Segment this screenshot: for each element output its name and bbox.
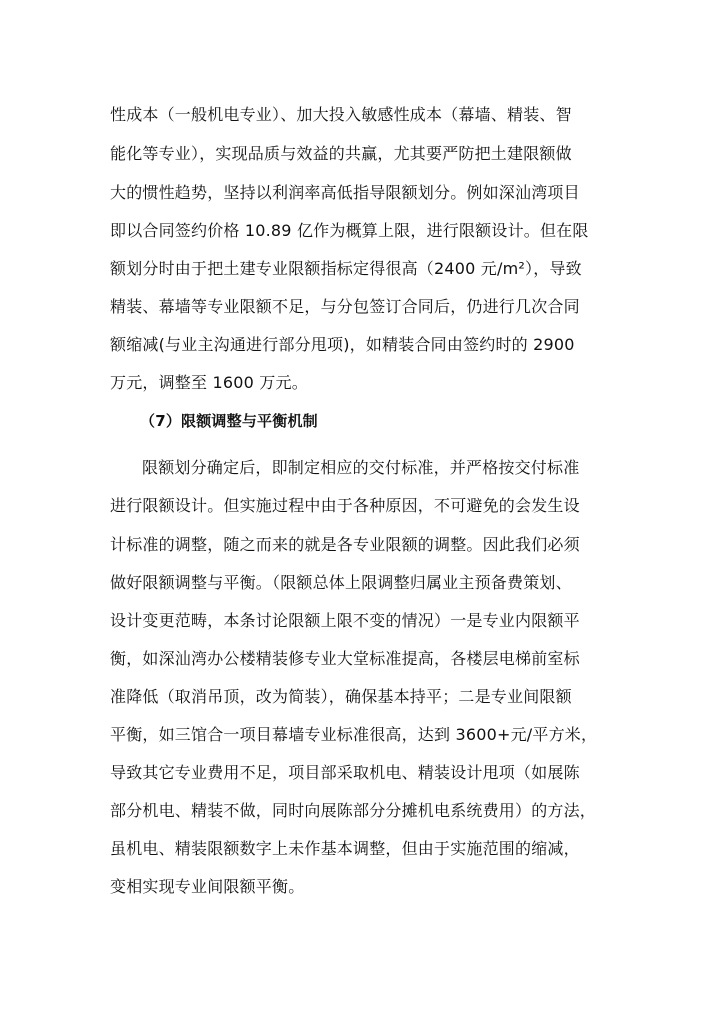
text-line: 部分机电、精装不做，同时向展陈部分分摊机电系统费用）的方法，: [110, 801, 597, 820]
text-line: 即以合同签约价格 10.89 亿作为概算上限，进行限额设计。但在限: [110, 221, 589, 240]
text-line: 大的惯性趋势，坚持以利润率高低指导限额划分。例如深汕湾项目: [110, 183, 580, 202]
text-line: 额缩减(与业主沟通进行部分甩项)，如精装合同由签约时的 2900: [110, 335, 575, 354]
text-line: 精装、幕墙等专业限额不足，与分包签订合同后，仍进行几次合同: [110, 297, 580, 316]
text-line: 性成本（一般机电专业）、加大投入敏感性成本（幕墙、精装、智: [110, 105, 572, 124]
text-line: 计标准的调整，随之而来的就是各专业限额的调整。因此我们必须: [110, 535, 580, 554]
text-line: 变相实现专业间限额平衡。: [110, 877, 305, 896]
text-line: 能化等专业），实现品质与效益的共赢，尤其要严防把土建限额做: [110, 144, 572, 163]
text-line: 虽机电、精装限额数字上未作基本调整，但由于实施范围的缩减，: [110, 839, 580, 858]
text-line: 设计变更范畴，本条讨论限额上限不变的情况）一是专业内限额平: [110, 611, 580, 630]
text-line: 准降低（取消吊顶，改为简装），确保基本持平；二是专业间限额: [110, 687, 572, 706]
text-line: 做好限额调整与平衡。（限额总体上限调整归属业主预备费策划、: [110, 573, 572, 592]
text-line: 万元，调整至 1600 万元。: [110, 373, 308, 392]
text-line: 进行限额设计。但实施过程中由于各种原因，不可避免的会发生设: [110, 496, 580, 515]
text-line: 平衡，如三馆合一项目幕墙专业标准很高，达到 3600+元/平方米，: [110, 725, 598, 744]
text-line: 导致其它专业费用不足，项目部采取机电、精装设计甩项（如展陈: [110, 763, 580, 782]
section-heading: （7）限额调整与平衡机制: [140, 412, 318, 430]
text-line: 额划分时由于把土建专业限额指标定得很高（2400 元/m²），导致: [110, 259, 582, 278]
text-line: 衡，如深汕湾办公楼精装修专业大堂标准提高，各楼层电梯前室标: [110, 649, 580, 668]
text-line: 限额划分确定后，即制定相应的交付标准，并严格按交付标准: [142, 458, 580, 477]
